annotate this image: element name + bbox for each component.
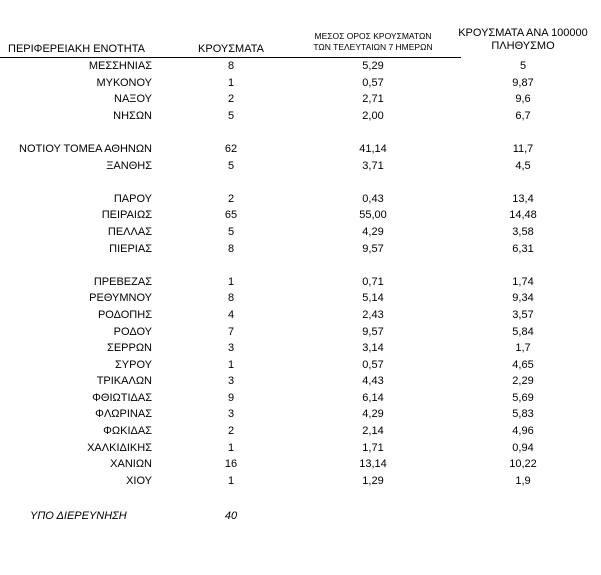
per-100000-cell: 5,69 [512,391,534,404]
cases-cell: 4 [227,308,235,321]
seven-day-average-cell: 9,57 [362,242,384,255]
table-row [0,207,601,224]
header-avg-line1: ΜΕΣΟΣ ΟΡΟΣ ΚΡΟΥΣΜΑΤΩΝ [314,31,432,41]
region-name: ΣΥΡΟΥ [114,358,152,371]
table-row [0,158,601,175]
table-row [0,274,601,291]
per-100000-cell: 9,87 [512,76,534,89]
seven-day-average-cell: 0,57 [362,76,384,89]
per-100000-cell: 6,7 [515,109,531,122]
table-row [0,373,601,390]
seven-day-average-cell: 9,57 [362,325,384,338]
table-row [0,91,601,108]
table-row [0,473,601,490]
header-cases: ΚΡΟΥΣΜΑΤΑ [198,43,264,55]
seven-day-average-cell: 2,00 [362,109,384,122]
per-100000-cell: 11,7 [512,142,534,155]
table-row [0,290,601,307]
seven-day-average-cell: 1,71 [362,441,384,454]
cases-cell: 3 [227,408,235,421]
cases-cell: 8 [227,292,235,305]
table-row [0,224,601,241]
cases-cell: 3 [227,375,235,388]
per-100000-cell: 3,58 [512,225,534,238]
table-row [0,340,601,357]
region-name: ΧΑΝΙΩΝ [110,458,152,471]
table-row [0,307,601,324]
header-region: ΠΕΡΙΦΕΡΕΙΑΚΗ ΕΝΟΤΗΤΑ [8,43,145,55]
cases-cell: 2 [227,192,235,205]
table-body [0,58,601,489]
header-seven-day-average [298,31,448,53]
seven-day-average-cell: 0,57 [362,358,384,371]
table-row [0,440,601,457]
per-100000-cell: 10,22 [509,458,537,471]
per-100000-cell: 13,4 [512,192,534,205]
seven-day-average-cell: 4,29 [362,408,384,421]
seven-day-average-cell: 4,43 [362,375,384,388]
cases-cell: 5 [227,109,235,122]
cases-cell: 2 [227,93,235,106]
cases-cell: 5 [227,159,235,172]
under-investigation-label: ΥΠΟ ΔΙΕΡΕΥΝΗΣΗ [30,510,127,522]
seven-day-average-cell: 3,14 [362,342,384,355]
cases-cell: 9 [227,391,235,404]
seven-day-average-cell: 6,14 [362,391,384,404]
region-name: ΜΥΚΟΝΟΥ [96,76,152,89]
per-100000-cell: 1,9 [515,474,531,487]
cases-cell: 8 [227,242,235,255]
region-name: ΝΑΞΟΥ [114,93,152,106]
per-100000-cell: 3,57 [512,308,534,321]
table-row [0,357,601,374]
region-name: ΠΑΡΟΥ [113,192,152,205]
cases-cell: 8 [227,60,235,72]
header-per-100000 [448,27,598,53]
region-name: ΠΙΕΡΙΑΣ [109,242,152,255]
header-per-line1: ΚΡΟΥΣΜΑΤΑ ΑΝΑ 100000 [458,27,588,39]
region-name: ΡΕΘΥΜΝΟΥ [89,292,152,305]
cases-cell: 1 [227,76,235,89]
per-100000-cell: 2,29 [512,375,534,388]
table-row [0,75,601,92]
cases-cell: 65 [224,209,238,222]
table-row [0,456,601,473]
seven-day-average-cell: 2,14 [362,425,384,438]
region-name: ΠΕΙΡΑΙΩΣ [101,209,152,222]
table-row [0,141,601,158]
cases-cell: 62 [224,142,238,155]
cases-cell: 2 [227,425,235,438]
seven-day-average-cell: 41,14 [359,142,387,155]
seven-day-average-cell: 1,29 [362,474,384,487]
region-name: ΣΕΡΡΩΝ [107,342,152,355]
table-row [0,241,601,258]
region-name: ΝΗΣΩΝ [113,109,152,122]
table-row [0,324,601,341]
seven-day-average-cell: 0,43 [362,192,384,205]
region-name: ΡΟΔΟΥ [113,325,152,338]
cases-cell: 5 [227,225,235,238]
cases-cell: 16 [224,458,238,471]
table-row [0,191,601,208]
seven-day-average-cell: 4,29 [362,225,384,238]
per-100000-cell: 5,84 [512,325,534,338]
header-avg-line2: ΤΩΝ ΤΕΛΕΥΤΑΙΩΝ 7 ΗΜΕΡΩΝ [313,42,433,52]
per-100000-cell: 5,83 [512,408,534,421]
under-investigation-value: 40 [224,510,238,522]
cases-cell: 3 [227,342,235,355]
table-row [0,108,601,125]
per-100000-cell: 1,7 [515,342,531,355]
region-name: ΝΟΤΙΟΥ ΤΟΜΕΑ ΑΘΗΝΩΝ [19,142,152,155]
region-name: ΠΡΕΒΕΖΑΣ [93,275,152,288]
cases-cell: 1 [227,441,235,454]
seven-day-average-cell: 0,71 [362,275,384,288]
region-name: ΡΟΔΟΠΗΣ [97,308,152,321]
per-100000-cell: 0,94 [512,441,534,454]
per-100000-cell: 4,5 [515,159,531,172]
per-100000-cell: 6,31 [512,242,534,255]
region-name: ΦΩΚΙΔΑΣ [103,425,152,438]
seven-day-average-cell: 13,14 [359,458,387,471]
cases-cell: 1 [227,358,235,371]
per-100000-cell: 5 [519,60,527,72]
per-100000-cell: 1,74 [512,275,534,288]
seven-day-average-cell: 55,00 [359,209,387,222]
cases-cell: 1 [227,275,235,288]
seven-day-average-cell: 5,14 [362,292,384,305]
per-100000-cell: 4,96 [512,425,534,438]
table-row [0,423,601,440]
header-per-line2: ΠΛΗΘΥΣΜΟ [491,40,555,52]
seven-day-average-cell: 2,43 [362,308,384,321]
region-name: ΞΑΝΘΗΣ [106,159,152,172]
region-name: ΧΙΟΥ [126,474,152,487]
seven-day-average-cell: 2,71 [362,93,384,106]
region-name: ΦΘΙΩΤΙΔΑΣ [92,391,152,404]
per-100000-cell: 14,48 [509,209,537,222]
seven-day-average-cell: 5,29 [362,60,384,72]
table-row [0,58,601,75]
region-name: ΦΛΩΡΙΝΑΣ [95,408,152,421]
table-row [0,390,601,407]
region-name: ΧΑΛΚΙΔΙΚΗΣ [87,441,152,454]
per-100000-cell: 9,6 [515,93,531,106]
seven-day-average-cell: 3,71 [362,159,384,172]
table-row [0,406,601,423]
region-name: ΤΡΙΚΑΛΩΝ [96,375,152,388]
per-100000-cell: 9,34 [512,292,534,305]
cases-cell: 7 [227,325,235,338]
region-name: ΜΕΣΣΗΝΙΑΣ [88,60,152,72]
region-name: ΠΕΛΛΑΣ [107,225,152,238]
cases-cell: 1 [227,474,235,487]
per-100000-cell: 4,65 [512,358,534,371]
